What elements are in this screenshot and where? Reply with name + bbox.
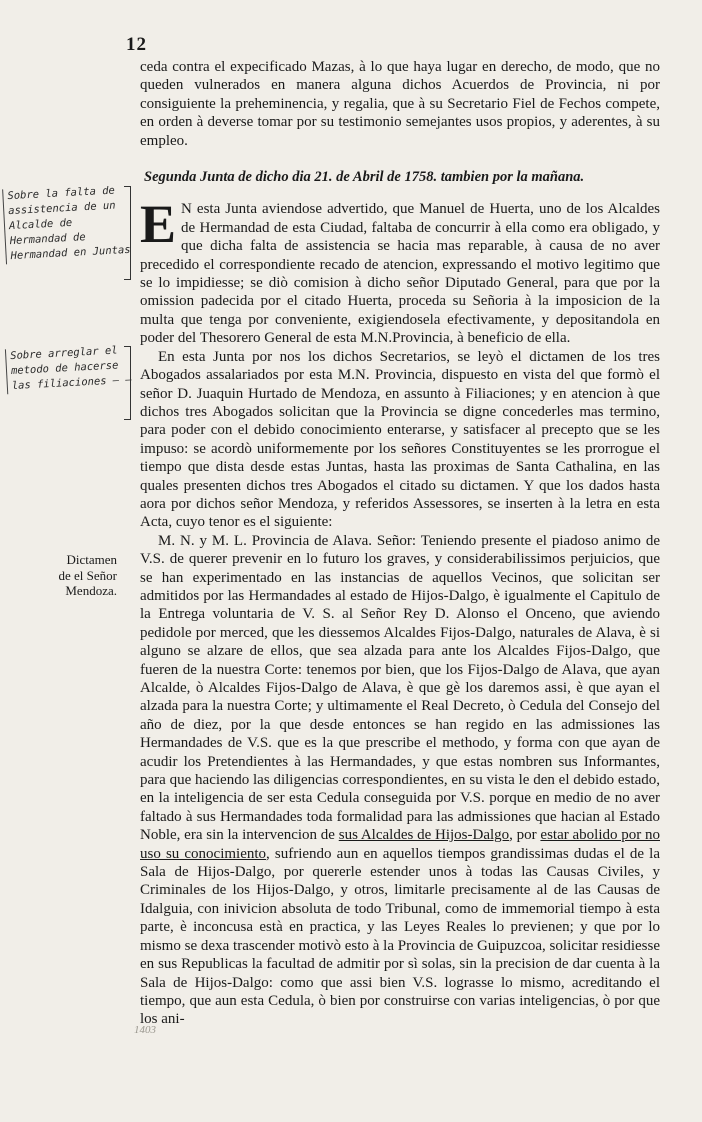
paragraph-provincia-text-c: , sufriendo aun en aquellos tiempos grandissimas dudas el de la Sala de Hijos-Dalgo, por quererle estender unos à todas las Causas Civiles, y Criminales de los Hijos-Dalgo, y otros, limitarle precisamente al de las Causas de Idalguia, con inivicion absoluta de todo Tribunal, como de immemorial tiempo à esta parte, è inconcusa està en practica, y las Leyes Reales lo previenen; y que por lo mismo se dexa trascender motivò esto à la Provincia de Guipuzcoa, solicitar residiesse en sus Republicas la facultad de admitir por sì solas, sin la precision de dar cuenta à la Sala de Hijos-Dalgo: como que assi bien V.S. lograsse lo mismo, acreditando el tiempo, que aun esta Cedula, ò bien por construirse con varias inteligencias, ò por que los ani- [140, 845, 660, 1028]
margin-bracket-2 [124, 346, 131, 420]
handwritten-margin-note-2: Sobre arreglar el metodo de hacerse las filiaciones — — [5, 343, 134, 395]
handwritten-margin-note-1: Sobre la falta de assistencia de un Alcalde de Hermandad de Hermandad en Juntas [2, 183, 135, 265]
paragraph-provincia-text-a: M. N. y M. L. Provincia de Alava. Señor: Teniendo presente el piadoso animo de V.S. de querer prevenir en lo futuro los graves, y considerabilissimos perjuicios, que se han experimentado en las instancias de aquellos Vecinos, que solicitan ser admitidos por las Hermandades al estado de Hijos-Dalgo, è igualmente el Capitulo de la Entrega voluntaria de V. S. al Señor Rey D. Alonso el Onceno, que aviendo pedidole por merced, que les diessemos Alcaldes Fijos-Dalgo, naturales de Alava, è si alguno se alzare de ellos, que sea alzada para ante los Alcaldes Fijos-Dalgo, que fueren de la nuestra Corte: tenemos por bien, que los Fijos-Dalgo de Alava, que ayan Alcalde, ò Alcaldes Fijos-Dalgo de Alava, è que gè los daremos assi, è que ayan el alzada para la nuestra Corte; y ultimamente el Real Decreto, ò Cedula del Consejo del año de diez, por la que desde entonces se han regido en las admissiones las Hermandades de V.S. que es la que prescribe el methodo, y forma con que ayan de acudir los Pretendientes à las Hermandades, y que estas nombren sus Informantes, para que haciendo las diligencias correspondientes, en su vista le den el debido estado, en la inteligencia de ser esta Cedula conseguida por V.S. porque en medio de no aver faltado à sus Hermandades toda formalidad para las admissiones que hacian al Estado Noble, era sin la intervencion de [140, 532, 660, 844]
paragraph-junta-text: N esta Junta aviendose advertido, que Manuel de Huerta, uno de los Alcaldes de Hermandad de esta Ciudad, faltaba de concurrir à ella como era obligado, y que dicha falta de assistencia se hacia mas reparable, à causa de no aver precedido el correspondiente recado de atencion, expressando el motivo legitimo que se lo impidiesse; se diò comision à dicho señor Diputado General, para que por la omission padecida por el citado Huerta, proceda su Señoria à la imposicion de la multa que tenga por conveniente, exigiendosela efectivamente, y depositandola en poder del Thesorero General de esta M.N.Provincia, à beneficio de ella. [140, 201, 660, 347]
page-number: 12 [126, 34, 147, 55]
faded-stamp: 1403 [134, 1024, 156, 1036]
paragraph-junta [140, 194, 660, 347]
margin-bracket-1 [124, 186, 131, 280]
paragraph-continuation: ceda contra el expecificado Mazas, à lo que haya lugar en derecho, de modo, que no queden vulnerados en manera alguna dichos Acuerdos de Provincia, ni por consiguiente la preheminencia, y regalia, que à su Secretario Fiel de Fechos compete, en orden à deverse tomar por su testimonio semejantes usos propios, y aderentes, à su empleo. [140, 59, 660, 149]
paragraph-dictamen: En esta Junta por nos los dichos Secretarios, se leyò el dictamen de los tres Abogados assalariados por esta M.N. Provincia, dispuesto en vista del que formò el señor D. Juaquin Hurtado de Mendoza, en assunto à Filiaciones; y en atencion à que dichos tres Abogados solicitan que la Provincia se digne concederles mas termino, para poder con el debido conocimiento enterarse, y satisfacer al precepto que se les impuso: se acordò uniformemente por los señores Constituyentes se les prorrogue el tiempo que dista desde estas Juntas, hasta las proximas de Santa Cathalina, en las quales presenten dichos tres Abogados el citado su dictamen. Y que los dados hasta aora por dichos señor Mendoza, y referidos Assessores, se inserten à la letra en esta Acta, cuyo tenor es el siguiente: [140, 348, 660, 531]
underlined-text-2: estar abolido por no uso su conocimiento [140, 827, 660, 862]
drop-cap-letter: E [140, 194, 177, 255]
main-text-column [140, 58, 660, 1029]
printed-sidenote: Dictamen de el Señor Mendoza. [58, 552, 117, 598]
underlined-text-1: sus Alcaldes de Hijos-Dalgo [338, 827, 510, 844]
section-heading: Segunda Junta de dicho dia 21. de Abril de 1758. tambien por la mañana. [144, 169, 585, 186]
paragraph-provincia [140, 532, 660, 1029]
paragraph-provincia-text-b: , por [509, 827, 541, 844]
